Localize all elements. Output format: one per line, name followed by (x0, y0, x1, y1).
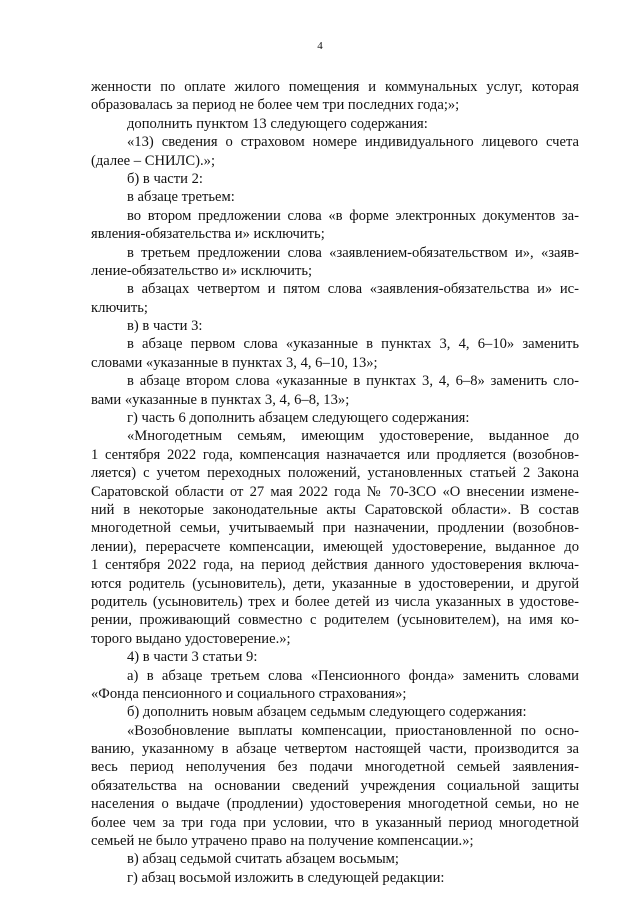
text-line: в абзаце втором слова «указанные в пунктах 3, 4, 6–8» заменить сло- (127, 373, 579, 390)
text-line: б) в части 2: (127, 170, 203, 187)
text-line: г) абзац восьмой изложить в следующей редакции: (127, 869, 445, 886)
text-line: «Фонда пенсионного и социального страхования»; (91, 685, 407, 702)
text-line: в абзаце третьем: (127, 189, 235, 206)
text-line: в) абзац седьмой считать абзацем восьмым; (127, 851, 399, 868)
text-line: ление-обязательство и» исключить; (91, 262, 313, 279)
text-line: (далее – СНИЛС).»; (91, 152, 216, 169)
text-line: во втором предложении слова «в форме электронных документов за- (127, 207, 579, 224)
document-body (91, 78, 579, 887)
text-line: 1 сентября 2022 года, компенсация назначается или продляется (возобнов- (91, 446, 579, 463)
text-line: населения о выдаче (продлении) удостоверения многодетной семьи, но не (91, 796, 579, 813)
text-line: вами «указанные в пунктах 3, 4, 6–8, 13»; (91, 391, 350, 408)
text-line: в абзацах четвертом и пятом слова «заявления-обязательства и» ис- (127, 281, 579, 298)
text-line: торого выдано удостоверение.»; (91, 630, 291, 647)
text-line: явления-обязательства и» исключить; (91, 226, 325, 243)
text-line: словами «указанные в пунктах 3, 4, 6–10, 13»; (91, 354, 378, 371)
text-line: образовалась за период не более чем три последних года;»; (91, 97, 460, 114)
text-line: обязательства на основании сведений учреждения социальной защиты (91, 777, 579, 794)
text-line: 1 сентября 2022 года, на период действия данного удостоверения включа- (91, 557, 579, 574)
text-line: в третьем предложении слова «заявлением-обязательством и», «заяв- (127, 244, 579, 261)
text-line: более чем за три года при условии, что в указанный период многодетной (91, 814, 579, 831)
text-line: женности по оплате жилого помещения и коммунальных услуг, которая (91, 79, 579, 95)
text-line: ний в некоторые законодательные акты Саратовской области». В состав (91, 501, 579, 518)
text-line: «Возобновление выплаты компенсации, приостановленной по осно- (127, 722, 579, 739)
text-line: семьей не было утрачено право на получение компенсации.»; (91, 833, 474, 850)
text-line: в абзаце первом слова «указанные в пунктах 3, 4, 6–10» заменить (127, 336, 579, 353)
text-line: лении), перерасчете компенсации, имеющей удостоверение, выданное до (91, 538, 579, 555)
text-line: ляется) с учетом переходных положений, установленных статьей 2 Закона (91, 465, 579, 482)
text-line: родитель (усыновитель) трех и более детей из числа указанных в удостове- (91, 593, 579, 610)
text-line: «13) сведения о страховом номере индивидуального лицевого счета (127, 134, 579, 151)
text-line: многодетной семьи, учитываемый при назначении, продлении (возобнов- (91, 520, 579, 537)
text-line: ются родитель (усыновитель), дети, указанные в удостоверении, и другой (91, 575, 579, 592)
text-line: Саратовской области от 27 мая 2022 года № 70-ЗСО «О внесении измене- (91, 483, 579, 500)
text-line: дополнить пунктом 13 следующего содержания: (127, 115, 428, 132)
page-number: 4 (317, 40, 323, 52)
text-line: ванию, указанному в абзаце четвертом настоящей части, производится за (91, 741, 579, 758)
text-line: г) часть 6 дополнить абзацем следующего содержания: (127, 410, 470, 427)
text-line: в) в части 3: (127, 318, 203, 335)
text-line: рении, проживающий совместно с родителем (усыновителем), на имя ко- (91, 612, 579, 629)
text-line: «Многодетным семьям, имеющим удостоверение, выданное до (127, 428, 579, 445)
text-line: б) дополнить новым абзацем седьмым следующего содержания: (127, 704, 527, 721)
text-line: ключить; (91, 299, 148, 316)
text-line: 4) в части 3 статьи 9: (127, 649, 258, 666)
text-line: а) в абзаце третьем слова «Пенсионного фонда» заменить словами (127, 667, 579, 684)
text-line: весь период неполучения без подачи многодетной семьей заявления- (91, 759, 579, 776)
